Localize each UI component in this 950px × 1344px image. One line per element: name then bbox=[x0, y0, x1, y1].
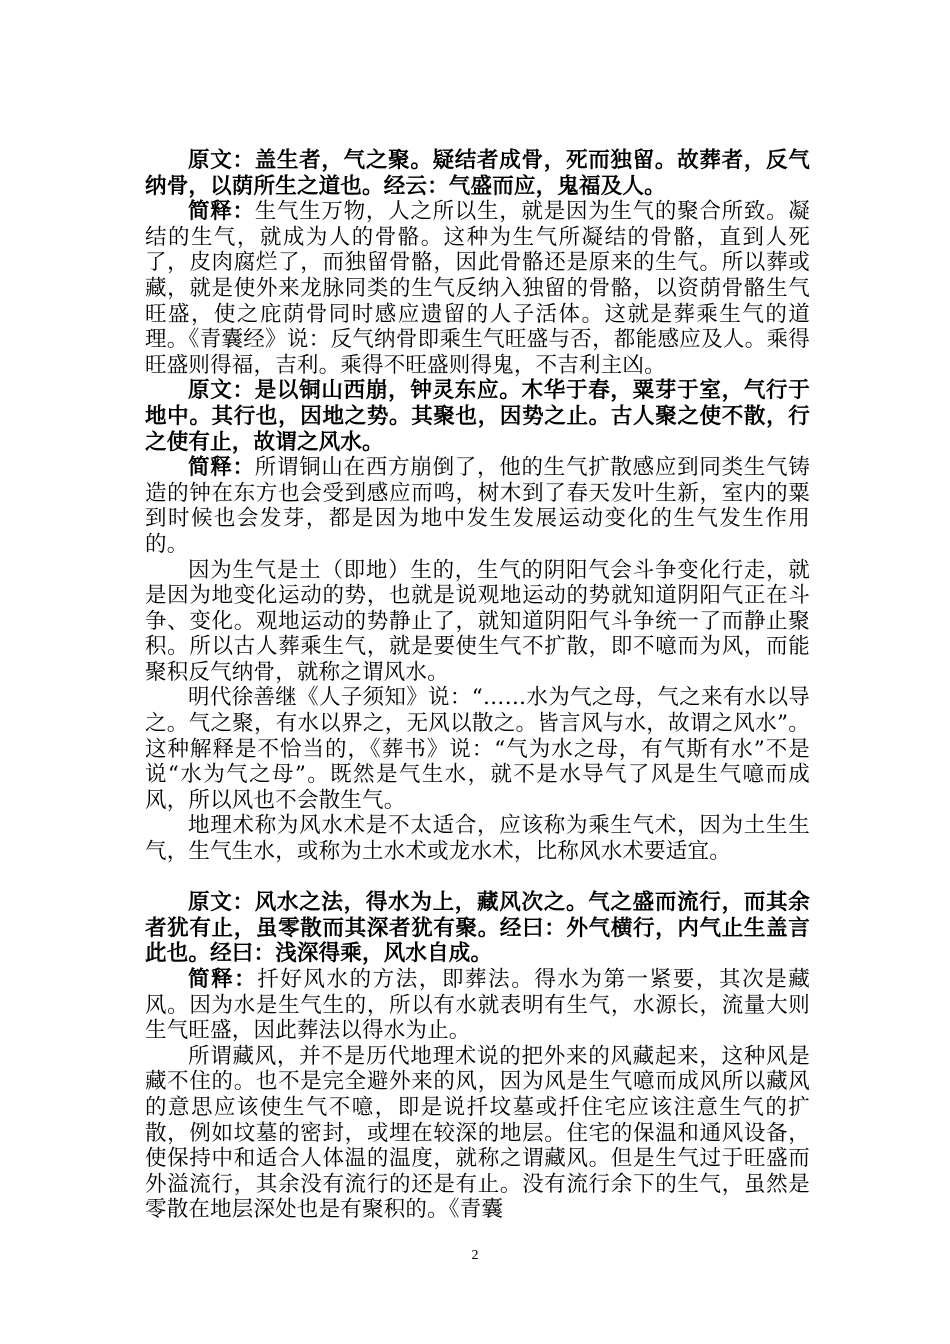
explanation-paragraph-1 bbox=[145, 199, 810, 378]
body-paragraph: 明代徐善继《人子须知》说：“……水为气之母，气之来有水以导之。气之聚，有水以界之，无风以散之。皆言风与水，故谓之风水”。这种解释是不恰当的，《葬书》说：“气为水之母，有气斯有水”不是说“水为气之母”。既然是气生水，就不是水导气了风是生气噫而成风，所以风也不会散生气。 bbox=[145, 685, 810, 813]
body-paragraph: 地理术称为风水术是不太适合，应该称为乘生气术，因为土生生气，生气生水，或称为土水术或龙水术，比称风水术要适宜。 bbox=[145, 813, 810, 865]
explanation-label: 简释： bbox=[188, 967, 258, 992]
explanation-text: 所谓铜山在西方崩倒了，他的生气扩散感应到同类生气铸造的钟在东方也会受到感应而鸣，树木到了春天发叶生新，室内的粟到时候也会发芽，都是因为地中发生发展运动变化的生气发生作用的。 bbox=[145, 455, 810, 557]
explanation-text: 扦好风水的方法，即葬法。得水为第一紧要，其次是藏风。因为水是生气生的，所以有水就表明有生气，水源长，流量大则生气旺盛，因此葬法以得水为止。 bbox=[145, 967, 810, 1044]
explanation-label: 简释： bbox=[188, 199, 255, 225]
original-text-paragraph-1: 原文：盖生者，气之聚。疑结者成骨，死而独留。故葬者，反气纳骨，以荫所生之道也。经云：气盛而应，鬼福及人。 bbox=[145, 148, 810, 199]
document-body bbox=[145, 148, 810, 1223]
explanation-paragraph-2 bbox=[145, 455, 810, 557]
original-text-paragraph-3: 原文：风水之法，得水为上，藏风次之。气之盛而流行，而其余者犹有止，虽零散而其深者犹有聚。经曰：外气横行，内气止生盖言此也。经曰：浅深得乘，风水自成。 bbox=[145, 890, 810, 967]
explanation-label: 简释： bbox=[188, 455, 255, 481]
paragraph-gap bbox=[145, 865, 810, 891]
body-paragraph: 所谓藏风，并不是历代地理术说的把外来的风藏起来，这种风是藏不住的。也不是完全避外来的风，因为风是生气噫而成风所以藏风的意思应该使生气不噫，即是说扦坟墓或扦住宅应该注意生气的扩散，例如坟墓的密封，或埋在较深的地层。住宅的保温和通风设备，使保持中和适合人体温的温度，就称之谓藏风。但是生气过于旺盛而外溢流行，其余没有流行的还是有止。没有流行余下的生气，虽然是零散在地层深处也是有聚积的。《青囊 bbox=[145, 1043, 810, 1223]
original-text-paragraph-2: 原文：是以铜山西崩，钟灵东应。木华于春，粟芽于室，气行于地中。其行也，因地之势。其聚也，因势之止。古人聚之使不散，行之使有止，故谓之风水。 bbox=[145, 378, 810, 455]
page-number: 2 bbox=[471, 1248, 479, 1263]
explanation-text: 生气生万物，人之所以生，就是因为生气的聚合所致。凝结的生气，就成为人的骨骼。这种为生气所凝结的骨骼，直到人死了，皮肉腐烂了，而独留骨骼，因此骨骼还是原来的生气。所以葬或藏，就是使外来龙脉同类的生气反纳入独留的骨骼，以资荫骨骼生气旺盛，使之庇荫骨同时感应遗留的人子活体。这就是葬乘生气的道理。《青囊经》说：反气纳骨即乘生气旺盛与否，都能感应及人。乘得旺盛则得福，吉利。乘得不旺盛则得鬼，不吉利主凶。 bbox=[145, 199, 810, 378]
body-paragraph: 因为生气是土（即地）生的，生气的阴阳气会斗争变化行走，就是因为地变化运动的势，也就是说观地运动的势就知道阴阳气正在斗争、变化。观地运动的势静止了，就知道阴阳气斗争统一了而静止聚积。所以古人葬乘生气，就是要使生气不扩散，即不噫而为风，而能聚积反气纳骨，就称之谓风水。 bbox=[145, 557, 810, 685]
explanation-paragraph-3 bbox=[145, 967, 810, 1044]
